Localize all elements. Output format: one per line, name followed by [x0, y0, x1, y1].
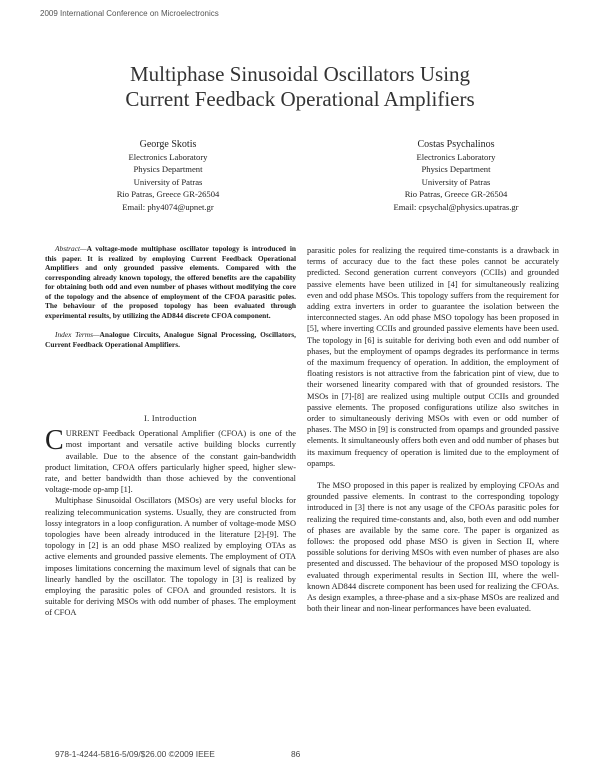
- author-lab: Electronics Laboratory: [128, 152, 208, 162]
- right-paragraph-2: The MSO proposed in this paper is realized by employing CFOAs and grounded passive elements. In contrast to the corresponding topology introduced in [3] there is not any usage of the CFOAs parasitic poles for realizing the required time-constants and, also, both even and odd number of phases are available by the same core. The paper is organized as follows: the proposed odd phase MSO is given in Section II, where possible solutions for deriving MSOs with even number of phases are also presented and discussed. The behaviour of the proposed MSO topology is evaluated through experimental results in Section III, where the well-known AD844 discrete component has been used for realizing the CFOAs. As design examples, a three-phase and a six-phase MSOs are realized and both their linear and non-linear performances have been evaluated.: [307, 481, 559, 614]
- intro-paragraph-1: [45, 425, 296, 495]
- author-university: University of Patras: [133, 176, 203, 187]
- author-email: Email: phy4074@upnet.gr: [122, 201, 214, 212]
- author-email: Email: cpsychal@physics.upatras.gr: [393, 201, 519, 212]
- conference-header: 2009 International Conference on Microelectronics: [40, 9, 219, 18]
- abstract-text: A voltage-mode multiphase oscillator topology is introduced in this paper. It is realized by employing Current Feedback Operational Amplifiers and only grounded passive elements. Compared with the corresponding already known topology, the offered benefits are the capability for obtaining both odd and even number of phases without modifying the core of the topology and the absence of employment of the CFOA parasitic poles. The behaviour of the proposed topology has been evaluated through experimental results, by utilizing the AD844 discrete CFOA component.: [45, 244, 296, 320]
- author-name: Costas Psychalinos: [417, 139, 495, 150]
- author-city: Rio Patras, Greece GR-26504: [116, 189, 220, 200]
- author-university: University of Patras: [421, 176, 491, 187]
- author-dept: Physics Department: [421, 164, 491, 175]
- author-lab: Electronics Laboratory: [416, 152, 496, 162]
- index-terms: [45, 330, 296, 349]
- left-column: [45, 244, 296, 619]
- title-line-1: Multiphase Sinusoidal Oscillators Using: [129, 62, 471, 86]
- author-block-1: [58, 138, 278, 213]
- section-heading: I. Introduction: [144, 414, 197, 423]
- footer-isbn: 978-1-4244-5816-5/09/$26.00 ©2009 IEEE: [55, 749, 215, 759]
- author-name: George Skotis: [139, 139, 197, 150]
- paper-title: [40, 62, 560, 112]
- title-line-2: Current Feedback Operational Amplifiers: [125, 87, 475, 111]
- abstract-label: Abstract—: [55, 244, 87, 253]
- page-number: 86: [291, 749, 301, 759]
- author-dept: Physics Department: [133, 164, 203, 175]
- intro-p1-text: URRENT Feedback Operational Amplifier (CFOA) is one of the most important and versatile active building blocks currently available. Due to the absence of the constant gain-bandwidth product limitation, CFOA offers particularly higher speed, higher slew-rate, and better bandwidth than those achieved by the conventional voltage-mode op-amp [1].: [45, 429, 296, 495]
- index-terms-label: Index Terms—: [55, 330, 100, 339]
- intro-paragraph-2: Multiphase Sinusoidal Oscillators (MSOs) are very useful blocks for realizing telecommunication systems. Usually, they are constructed from lossy integrators in a loop configuration. A number of voltage-mode MSO topologies have been already introduced in the literature [2]-[9]. The topology in [2] is an odd phase MSO realized by employing OTAs as active elements and grounded passive elements. The employment of OTA imposes limitations concerning the maximum level of signals that can be linearly handled by the oscillator. The topology in [3] is realized by employing the parasitic poles of CFOA and grounded resistors. It is suitable for deriving MSOs with odd number of phases. The employment of CFOA: [45, 496, 296, 618]
- right-column: [307, 245, 559, 615]
- author-city: Rio Patras, Greece GR-26504: [404, 189, 508, 200]
- right-paragraph-1: parasitic poles for realizing the required time-constants is a drawback in terms of accuracy due to the fact these poles cannot be accurately predicted. Second generation current conveyors (CCIIs) and grounded passive elements have been utilized in [4] for simultaneously realizing even and odd phase MSOs. This topology suffers from the requirement for adding extra inverters in order to guarantee the isolation between the interconnected stages. An odd phase MSO topology has been proposed in [5], where inverting CCIIs and grounded passive elements have been used. The topology in [6] is suitable for deriving both even and odd number of phases, but the employment of opamps degrades its performance in terms of the maximum frequency of operation. In addition, the employment of floating resistors is not attractive from the fabrication pint of view, due to their worsened linearity compared with that of grounded resistors. The MSOs in [7]-[8] are realized using multiple output CCIIs and grounded passive elements. The proposed configurations utilize also switches in order to simultaneously deriving MSOs with even or odd number of phases. The MSO in [9] is constructed from opamps and grounded passive elements. It simultaneously offers both even and odd number of phases but its maximum frequency of operation is limited due to the employment of opamps.: [307, 246, 559, 468]
- drop-cap: C: [45, 425, 64, 457]
- author-block-2: [346, 138, 566, 213]
- abstract: [45, 244, 296, 320]
- index-terms-text: Analogue Circuits, Analogue Signal Processing, Oscillators, Current Feedback Operational Amplifiers.: [45, 330, 296, 349]
